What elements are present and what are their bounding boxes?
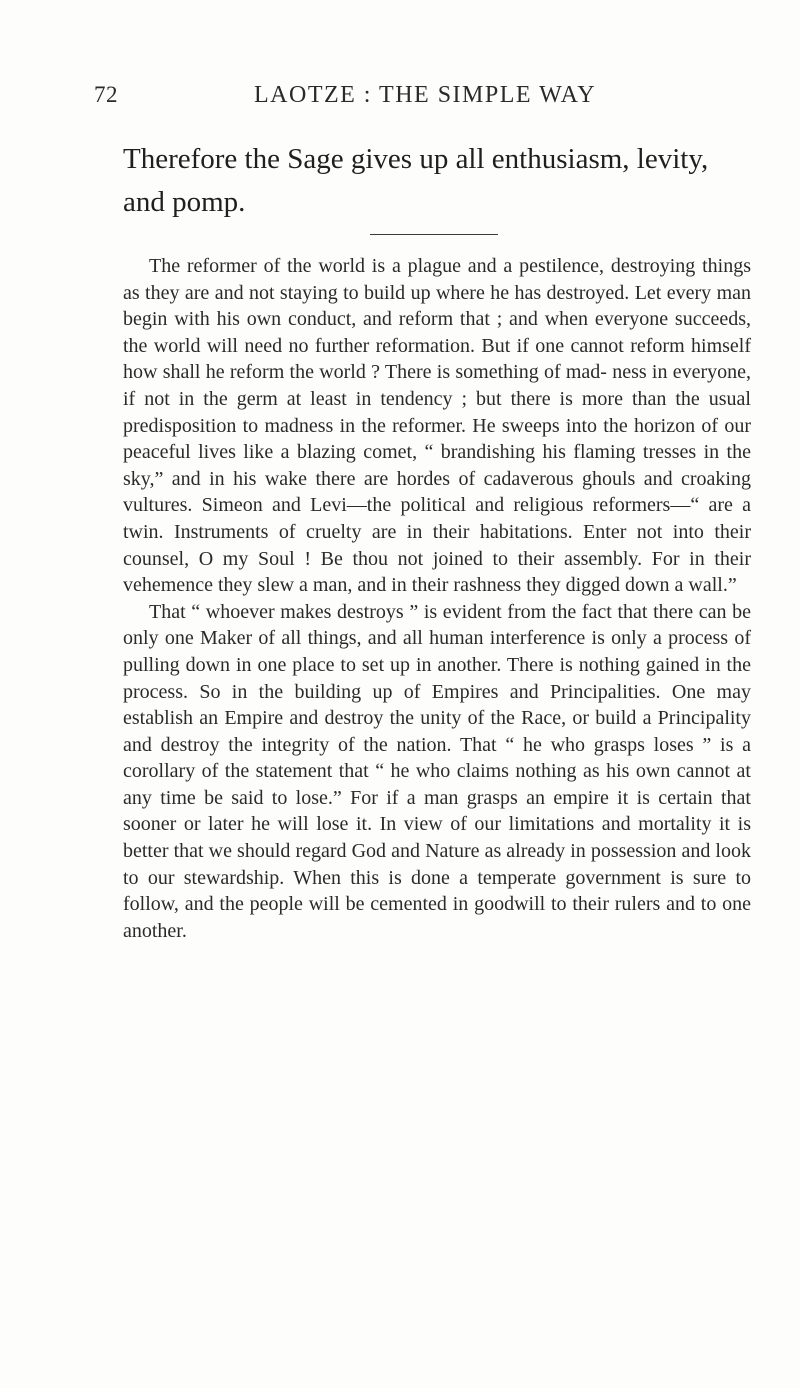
section-heading: Therefore the Sage gives up all enthusiasm, levity, and pomp. — [123, 143, 709, 218]
section-divider-rule — [370, 234, 498, 235]
page-number: 72 — [94, 82, 118, 107]
paragraph-2: That “ whoever makes destroys ” is evident from the fact that there can be only one Maker of all things, and all human interference is only a process of pulling down in one place to set up in another. There is nothing gained in the process. So in the building up of Empires and Principalities. One may establish an Empire and destroy the unity of the Race, or build a Principality and destroy the integrity of the nation. That “ he who grasps loses ” is a corollary of the statement that “ he who claims nothing as his own cannot at any time be said to lose.” For if a man grasps an empire it is certain that sooner or later he will lose it. In view of our limitations and mortality it is better that we should regard God and Nature as already in possession and look to our stewardship. When this is done a temperate government is sure to follow, and the people will be cemented in goodwill to their rulers and to one another. — [123, 600, 751, 942]
body-text — [123, 253, 751, 944]
running-head-title: LAOTZE : THE SIMPLE WAY — [254, 82, 597, 108]
running-head — [94, 82, 714, 114]
paragraph-1: The reformer of the world is a plague and a pestilence, destroying things as they are and not staying to build up where he has destroyed. Let every man begin with his own conduct, and reform that ; and when everyone succeeds, the world will need no further reformation. But if one cannot reform himself how shall he reform the world ? There is something of mad- ness in everyone, if not in the germ at least in tendency ; but there is more than the usual predisposition to madness in the reformer. He sweeps into the horizon of our peaceful lives like a blazing comet, “ brandishing his flaming tresses in the sky,” and in his wake there are hordes of cadaverous ghouls and croaking vultures. Simeon and Levi—the political and religious reformers—“ are a twin. Instruments of cruelty are in their habitations. Enter not into their counsel, O my Soul ! Be thou not joined to their assembly. For in their vehemence they slew a man, and in their rashness they digged down a wall.” — [123, 255, 751, 597]
